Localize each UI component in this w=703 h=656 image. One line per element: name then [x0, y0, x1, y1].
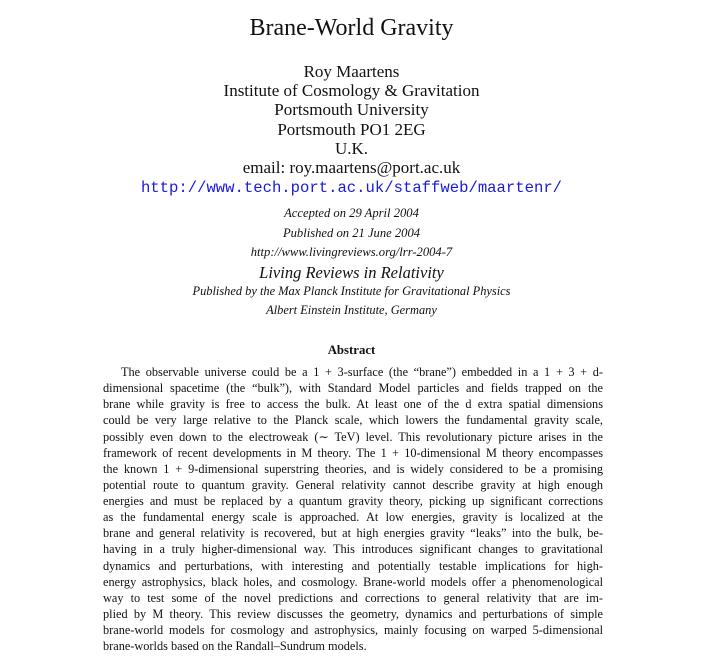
publication-info: [0, 204, 703, 320]
abstract-heading: Abstract: [327, 343, 376, 357]
abstract-line: The observable universe could be a 1 + 3-surface (the “brane”) embedded in a 1 + 3 + d-: [121, 365, 603, 379]
abstract-line: energies and must be replaced by a quantum gravity theory, picking up significant corrections: [103, 494, 603, 508]
abstract-line: possibly even down to the electroweak (∼ TeV) level. This revolutionary picture arises in the: [103, 429, 603, 444]
abstract-line: could be very large relative to the Planck scale, which lowers the fundamental gravity scale,: [103, 413, 603, 428]
abstract-line: brane-worlds based on the Randall–Sundrum models.: [103, 639, 367, 654]
abstract-line: brane and general relativity is recovered, but at high energies gravity “leaks” into the bulk, be-: [103, 526, 603, 541]
author-institute: Institute of Cosmology & Gravitation: [223, 81, 480, 101]
author-block: [0, 62, 703, 198]
abstract-line: the known 1 + 9-dimensional superstring theories, and is widely considered to be a promising: [103, 461, 603, 476]
author-university: Portsmouth University: [274, 100, 429, 120]
abstract-text: [103, 364, 603, 654]
author-email: email: roy.maartens@port.ac.uk: [242, 158, 461, 178]
abstract-line: way to test some of the novel predictions and corrections to general relativity that are im-: [103, 590, 603, 605]
abstract-line: brane-world models for cosmology and astrophysics, mainly focusing on warped 5-dimensional: [103, 623, 603, 637]
abstract-line: potential route to quantum gravity. General relativity cannot describe gravity at high enough: [103, 477, 603, 492]
publisher: Published by the Max Planck Institute for Gravitational Physics: [192, 283, 511, 298]
abstract-line: having in a truly higher-dimensional way. This introduces significant changes to gravitational: [103, 542, 603, 557]
published-date: Published on 21 June 2004: [282, 225, 421, 240]
abstract-line: energy astrophysics, black holes, and cosmology. Brane-world models offer a phenomenological: [103, 574, 603, 589]
journal-name: Living Reviews in Relativity: [259, 262, 444, 282]
accepted-date: Accepted on 29 April 2004: [284, 206, 419, 220]
article-url: http://www.livingreviews.org/lrr-2004-7: [250, 245, 453, 260]
author-country: U.K.: [334, 138, 369, 158]
abstract-line: dynamics and perturbations, with interesting and potentially testable implications for high-: [103, 558, 603, 573]
abstract-line: framework of recent developments in M theory. The 1 + 10-dimensional M theory encompasses: [103, 445, 603, 460]
abstract-line: dimensional spacetime (the “bulk”), with Standard Model particles and fields trapped on the: [103, 381, 603, 396]
paper-title: Brane-World Gravity: [249, 15, 454, 41]
abstract-line: as the fundamental energy scale is approached. At low energies, gravity is localized at the: [103, 510, 603, 525]
author-homepage-link[interactable]: http://www.tech.port.ac.uk/staffweb/maartenr/: [140, 179, 563, 198]
author-name: Roy Maartens: [303, 62, 400, 81]
abstract-line: brane while gravity is free to access the bulk. At least one of the d extra spatial dimensions: [103, 397, 603, 412]
abstract-line: plied by M theory. This review discusses the geometry, dynamics and perturbations of simple: [103, 606, 603, 621]
author-city: Portsmouth PO1 2EG: [277, 119, 426, 139]
publisher-institute: Albert Einstein Institute, Germany: [266, 302, 437, 317]
